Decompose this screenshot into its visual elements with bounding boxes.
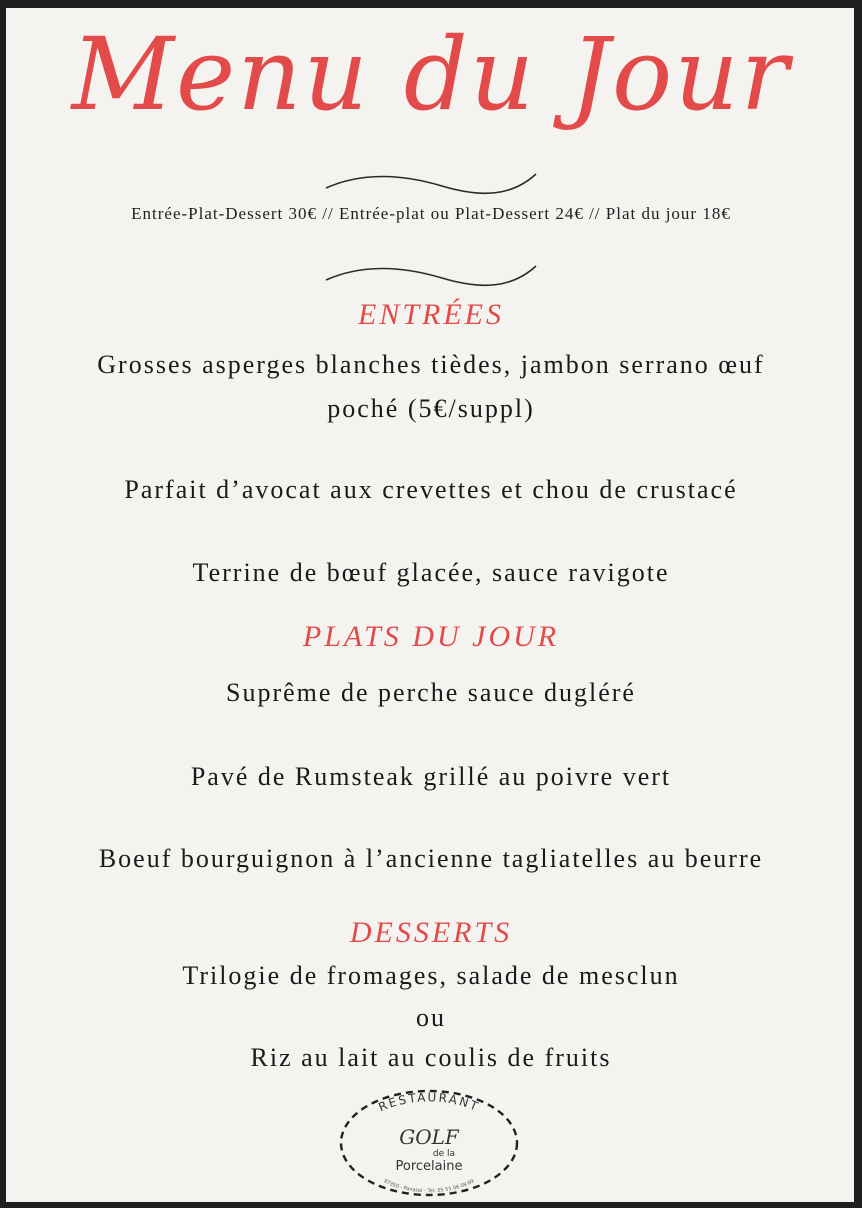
decorative-swash-top: [322, 170, 540, 200]
section-heading-plats: PLATS DU JOUR: [302, 620, 560, 653]
svg-text:Porcelaine: Porcelaine: [395, 1159, 463, 1174]
svg-text:RESTAURANT: RESTAURANT: [376, 1090, 482, 1115]
dish-plat-2: Pavé de Rumsteak grillé au poivre vert: [190, 762, 672, 791]
dish-entree-3: Terrine de bœuf glacée, sauce ravigote: [192, 558, 670, 587]
menu-title: Menu du Jour: [71, 16, 791, 133]
restaurant-logo: [334, 1086, 524, 1200]
dish-entree-1a: Grosses asperges blanches tièdes, jambon serrano œuf: [97, 350, 765, 379]
section-heading-entrees: ENTRÉES: [358, 298, 504, 331]
dish-plat-3: Boeuf bourguignon à l’ancienne tagliatelles au beurre: [98, 844, 764, 873]
dish-entree-1b: poché (5€/suppl): [327, 394, 535, 423]
svg-text:de la: de la: [432, 1149, 456, 1159]
dish-entree-2: Parfait d’avocat aux crevettes et chou de crustacé: [124, 475, 738, 504]
dish-dessert-1: Trilogie de fromages, salade de mesclun: [182, 961, 680, 990]
dish-plat-1: Suprême de perche sauce dugléré: [226, 678, 636, 707]
svg-text:GOLF: GOLF: [399, 1125, 459, 1149]
dish-dessert-2: Riz au lait au coulis de fruits: [250, 1043, 612, 1072]
decorative-swash-bottom: [322, 262, 540, 292]
dish-dessert-or: ou: [416, 1003, 446, 1032]
section-heading-desserts: DESSERTS: [349, 916, 513, 949]
price-line: Entrée-Plat-Dessert 30€ // Entrée-plat ou Plat-Dessert 24€ // Plat du jour 18€: [131, 204, 731, 223]
svg-text:87350 - Panazol - Tel: 05 55 0: 87350 - Panazol - Tel: 05 55 06 09 89: [382, 1178, 476, 1195]
